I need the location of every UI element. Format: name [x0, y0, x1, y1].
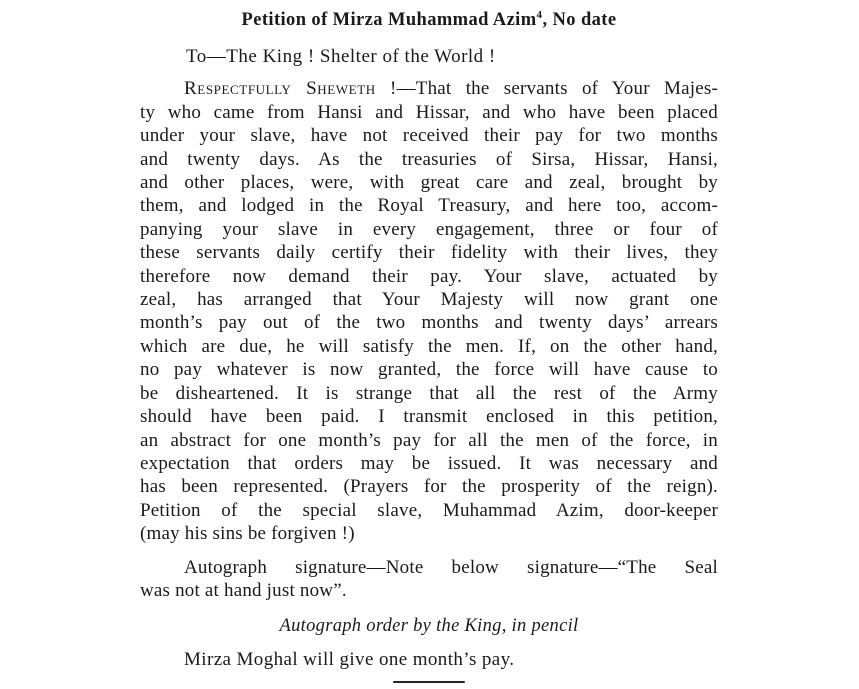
- text-line: panying your slave in every engagement, three or four of: [140, 218, 718, 240]
- autograph-note-last-line: was not at hand just now”.: [140, 579, 347, 601]
- autograph-note: [140, 556, 718, 603]
- petition-lines: [140, 101, 718, 522]
- text-block: [140, 9, 718, 683]
- salutation-line: To—The King ! Shelter of the World !: [186, 46, 496, 67]
- page-title: [140, 9, 718, 32]
- autograph-note-lines: [140, 556, 718, 579]
- text-line: Autograph signature—Note below signature—“The Seal: [184, 556, 718, 578]
- text-line: month’s pay out of the two months and twenty days’ arrears: [140, 312, 718, 334]
- text-line: therefore now demand their pay. Your slave, actuated by: [140, 265, 718, 287]
- petition-last-line: (may his sins be forgiven !): [140, 523, 355, 545]
- text-line: these servants daily certify their fidelity with their lives, they: [140, 242, 718, 264]
- petition-body: [140, 77, 718, 545]
- footnote-marker: 4: [536, 8, 543, 21]
- petition-lead-line: [140, 77, 718, 100]
- text-line: no pay whatever is now granted, the force will have cause to: [140, 359, 718, 381]
- petition-lead-rest: !—That the servants of Your Majes-: [375, 78, 718, 100]
- text-line: expectation that orders may be issued. It was necessary and: [140, 452, 718, 474]
- text-line: Petition of the special slave, Muhammad Azim, door-keeper: [140, 499, 718, 521]
- text-line: has been represented. (Prayers for the prosperity of the reign).: [140, 476, 718, 498]
- text-line: an abstract for one month’s pay for all the men of the force, in: [140, 429, 718, 451]
- text-line: and twenty days. As the treasuries of Sirsa, Hissar, Hansi,: [140, 148, 718, 170]
- respectfully-sheweth-smallcaps: Respectfully Sheweth: [184, 78, 376, 100]
- text-line: under your slave, have not received their pay for two months: [140, 125, 718, 147]
- text-line: and other places, were, with great care and zeal, brought by: [140, 172, 718, 194]
- text-line: which are due, he will satisfy the men. If, on the other hand,: [140, 335, 718, 357]
- text-line: should have been paid. I transmit enclosed in this petition,: [140, 406, 718, 428]
- text-line: them, and lodged in the Royal Treasury, and here too, accom-: [140, 195, 718, 217]
- text-line: zeal, has arranged that Your Majesty will now grant one: [140, 289, 718, 311]
- end-of-entry-rule: [393, 681, 465, 683]
- text-line: be disheartened. It is strange that all the rest of the Army: [140, 382, 718, 404]
- title-text: Petition of Mirza Muhammad Azim: [241, 10, 537, 30]
- king-order-line: Mirza Moghal will give one month’s pay.: [184, 649, 515, 671]
- autograph-order-caption: Autograph order by the King, in pencil: [279, 616, 579, 637]
- text-line: ty who came from Hansi and Hissar, and who have been placed: [140, 101, 718, 123]
- title-suffix: , No date: [542, 10, 617, 30]
